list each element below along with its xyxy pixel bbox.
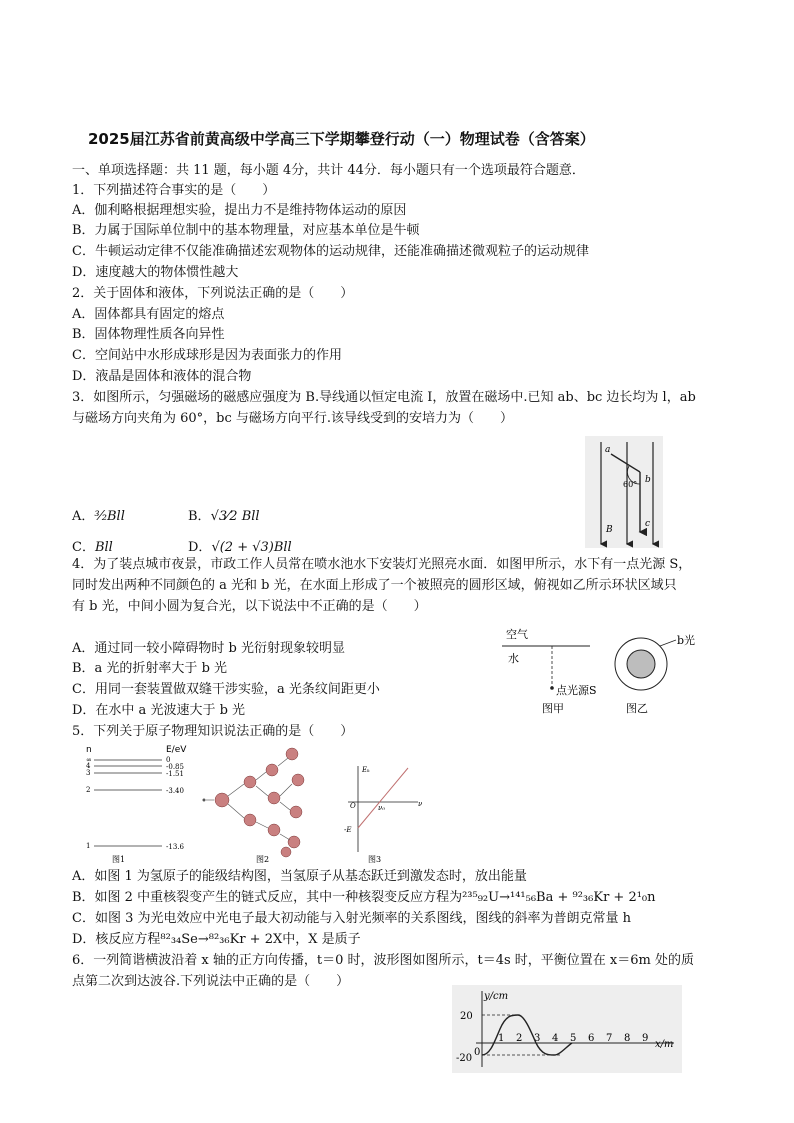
fig3-v0: ν₀ (378, 804, 386, 812)
level-3 (86, 769, 184, 778)
point-source (550, 686, 554, 690)
label-a: a (605, 445, 611, 455)
label-fig-jia: 图甲 (542, 702, 564, 715)
level-n: ∞ (86, 756, 92, 764)
q3-magnetic-field-figure (585, 436, 663, 548)
q2-stem: 2．关于固体和液体，下列说法正确的是（ ） (72, 286, 354, 301)
q1-option-d: D．速度越大的物体惯性越大 (72, 265, 239, 280)
wave-curve (482, 1015, 572, 1055)
origin-label: 0 (474, 1047, 481, 1058)
q3-figure-svg (585, 436, 663, 548)
level-n: 3 (86, 769, 91, 777)
q6-wave-svg (452, 985, 682, 1073)
q3-option-b-label: B． (188, 509, 211, 524)
fragment-nucleus (268, 824, 280, 836)
q5-fig3-photoelectric (338, 762, 428, 867)
level-2 (86, 786, 184, 795)
level-e: -0.85 (166, 763, 184, 771)
q6-wave-figure (452, 985, 682, 1073)
inner-circle (627, 650, 655, 678)
fragment-nucleus (288, 836, 300, 848)
neutron-path (280, 784, 292, 796)
x-ticks (498, 1033, 648, 1044)
label-air: 空气 (506, 628, 528, 641)
label-b: b (645, 475, 651, 485)
q4-light-figure (500, 624, 740, 724)
x-tick: 2 (516, 1033, 523, 1044)
fragment-nucleus (290, 806, 302, 818)
q3-stem-line1: 3．如图所示，匀强磁场的磁感应强度为 B.导线通以恒定电流 I，放置在磁场中.已知 ab、bc 边长均为 l，ab (72, 390, 696, 405)
fig3-ek: Eₖ (362, 766, 370, 774)
x-axis-label: x/m (655, 1039, 674, 1050)
q3-stem-line2: 与磁场方向夹角为 60°，bc 与磁场方向平行.该导线受到的安培力为（ ） (72, 411, 514, 426)
fig2-caption: 图2 (256, 855, 270, 864)
label-c: c (645, 519, 651, 529)
q3-option-c-value: Bll (94, 540, 113, 555)
level-e: -1.51 (166, 770, 184, 778)
q3-option-d (188, 536, 292, 555)
q4-option-a: A．通过同一较小障碍物时 b 光衍射现象较明显 (72, 641, 345, 656)
q6-stem-line1: 6．一列简谐横波沿着 x 轴的正方向传播，t＝0 时，波形图如图所示，t＝4s 时，平衡位置在 x＝6m 处的质 (72, 953, 694, 968)
q3-option-a-value: ³⁄₂Bll (94, 509, 125, 524)
fragment-nucleus (244, 776, 256, 788)
q3-option-b-value: √3⁄2 Bll (210, 509, 260, 524)
level-e: 0 (166, 756, 171, 764)
fig1-e-label: E/eV (166, 745, 187, 755)
q3-option-a-label: A． (72, 509, 95, 524)
q4-figure-svg (500, 624, 740, 724)
q1-option-a: A．伽利略根据理想实验，提出力不是维持物体运动的原因 (72, 203, 407, 218)
q1-stem: 1．下列描述符合事实的是（ ） (72, 183, 276, 198)
label-water: 水 (508, 652, 519, 665)
q6-stem-line2: 点第二次到达波谷.下列说法中正确的是（ ） (72, 974, 350, 989)
x-tick: 9 (642, 1033, 649, 1044)
q5-option-b: B．如图 2 中重核裂变产生的链式反应，其中一种核裂变反应方程为²³⁵₉₂U→¹⁴¹₅₆Ba + ⁹²₃₆Kr + 2¹₀n (72, 890, 656, 905)
q2-option-d: D．液晶是固体和液体的混合物 (72, 369, 252, 384)
q2-option-c: C．空间站中水形成球形是因为表面张力的作用 (72, 348, 342, 363)
level-n: 1 (86, 842, 91, 850)
q3-option-b (188, 505, 260, 524)
fig1-svg (84, 742, 204, 867)
neutron-path (256, 822, 268, 828)
q5-stem: 5．下列关于原子物理知识说法正确的是（ ） (72, 724, 354, 739)
x-tick: 4 (552, 1033, 559, 1044)
fig3-svg (338, 762, 428, 867)
fig3-neg-e: -E (344, 826, 352, 834)
level-1 (86, 842, 184, 851)
level-n: 4 (86, 762, 91, 770)
q5-fig1-energy-levels (84, 742, 204, 867)
ek-line (358, 768, 408, 828)
q5-option-a: A．如图 1 为氢原子的能级结构图，当氢原子从基态跃迁到激发态时，放出能量 (72, 869, 527, 884)
y-axis-label: y/cm (484, 991, 509, 1002)
x-tick: 6 (588, 1033, 595, 1044)
q1-option-b: B．力属于国际单位制中的基本物理量，对应基本单位是牛顿 (72, 223, 420, 238)
fig3-v: ν (418, 800, 423, 808)
q5-option-c: C．如图 3 为光电效应中光电子最大初动能与入射光频率的关系图线，图线的斜率为普朗克常量 h (72, 911, 631, 926)
neutron-path (228, 804, 244, 818)
neutron-path (256, 786, 268, 796)
q1-option-c: C．牛顿运动定律不仅能准确描述宏观物体的运动规律，还能准确描述微观粒子的运动规律 (72, 244, 589, 259)
fig3-o: O (350, 802, 356, 810)
neutron-path (280, 834, 290, 840)
uranium-nucleus (215, 793, 229, 807)
fig1-n-label: n (86, 745, 92, 755)
fragment-nucleus (268, 792, 280, 804)
neutron-path (280, 802, 290, 810)
neutron-path (228, 784, 244, 796)
fragment-nucleus (292, 774, 304, 786)
fig1-caption: 图1 (112, 855, 126, 864)
q4-stem-line1: 4．为了装点城市夜景，市政工作人员常在喷水池水下安装灯光照亮水面．如图甲所示，水下有一点光源 S， (72, 557, 692, 572)
label-B: B (606, 525, 613, 535)
x-tick: 3 (534, 1033, 541, 1044)
q4-stem-line2: 同时发出两种不同颜色的 a 光和 b 光，在水面上形成了一个被照亮的圆形区域，俯视如乙所示环状区域只 (72, 578, 677, 593)
level-inf (86, 756, 170, 764)
x-tick: 5 (570, 1033, 577, 1044)
fragment-nucleus (266, 764, 278, 776)
x-tick: 8 (624, 1033, 631, 1044)
y-tick-20: 20 (460, 1011, 473, 1022)
q4-option-d: D．在水中 a 光波速大于 b 光 (72, 703, 246, 718)
neutron (203, 799, 206, 802)
label-b-light: b光 (677, 634, 696, 647)
q4-option-b: B．a 光的折射率大于 b 光 (72, 661, 228, 676)
label-angle: 60° (623, 480, 638, 489)
q3-option-d-label: D． (188, 540, 212, 555)
x-tick: 1 (498, 1033, 505, 1044)
q3-option-a (72, 505, 125, 524)
fig3-caption: 图3 (368, 855, 382, 864)
q4-option-c: C．用同一套装置做双缝干涉实验，a 光条纹间距更小 (72, 682, 380, 697)
q3-option-c-label: C． (72, 540, 95, 555)
fragment-nucleus (244, 814, 256, 826)
level-e: -3.40 (166, 787, 184, 795)
q2-option-b: B．固体物理性质各向异性 (72, 327, 225, 342)
q5-option-d: D．核反应方程⁸²₃₄Se→⁸²₃₆Kr + 2X中，X 是质子 (72, 932, 361, 947)
neutron-path (278, 758, 288, 766)
label-source: 点光源S (556, 684, 597, 697)
page-title: 2025届江苏省前黄高级中学高三下学期攀登行动（一）物理试卷（含答案） (88, 130, 595, 148)
q4-stem-line3: 有 b 光，中间小圆为复合光，以下说法中不正确的是（ ） (72, 599, 427, 614)
fig2-svg (200, 742, 330, 867)
q2-option-a: A．固体都具有固定的熔点 (72, 307, 225, 322)
wire-ab (611, 454, 640, 472)
neutron-path (256, 772, 266, 780)
section-heading: 一、单项选择题：共 11 题，每小题 4分，共计 44分．每小题只有一个选项最符合题意． (72, 163, 585, 178)
q5-fig2-chain-reaction (200, 742, 330, 867)
level-n: 2 (86, 786, 91, 794)
q3-option-d-value: √(2 + √3)Bll (211, 540, 292, 555)
q3-option-c (72, 536, 113, 555)
x-tick: 7 (606, 1033, 613, 1044)
label-fig-yi: 图乙 (626, 702, 648, 715)
level-e: -13.6 (166, 843, 184, 851)
y-tick-neg20: -20 (456, 1053, 473, 1064)
label-pointer (660, 640, 676, 646)
fragment-nucleus (281, 847, 291, 857)
